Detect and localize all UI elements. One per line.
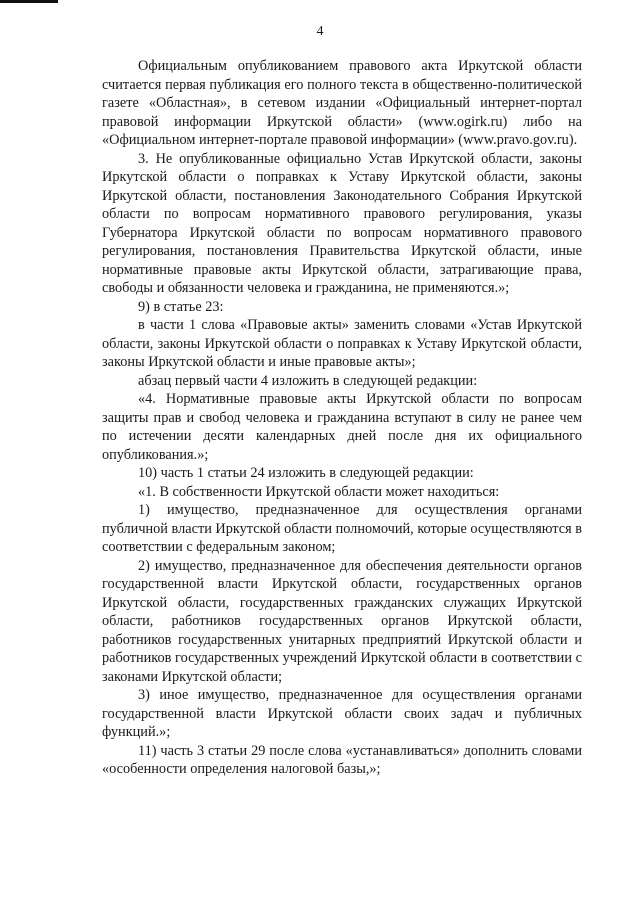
paragraph-item-9: 9) в статье 23: bbox=[138, 298, 224, 315]
paragraph-official-publication: Официальным опубликованием правового акта Иркутской области считается первая публикация его полного текста в общественно-политической газете «Областная», в сетевом издании «Официальный интернет-портал правовой информации Иркутской области» (www.ogirk.ru) либо на «Официальном интернет-портале правовой информации» (www.pravo.gov.ru). bbox=[102, 58, 582, 148]
paragraph-part-4-intro: абзац первый части 4 изложить в следующей редакции: bbox=[138, 372, 478, 389]
paragraph-property-intro: «1. В собственности Иркутской области может находиться: bbox=[138, 483, 500, 500]
paragraph-part-4-text: «4. Нормативные правовые акты Иркутской области по вопросам защиты прав и свобод человека и гражданина вступают в силу не ранее чем по истечении десяти календарных дней после дня их официального опубликования.»; bbox=[102, 391, 582, 463]
document-body bbox=[102, 57, 582, 779]
paragraph-item-10: 10) часть 1 статьи 24 изложить в следующей редакции: bbox=[138, 465, 474, 481]
paragraph-property-1: 1) имущество, предназначенное для осуществления органами публичной власти Иркутской области полномочий, которые осуществляются в соответствии с федеральным законом; bbox=[102, 502, 582, 555]
paragraph-item-3: 3. Не опубликованные официально Устав Иркутской области, законы Иркутской области о поправках к Уставу Иркутской области, законы Иркутской области, постановления Законодательного Собрания Иркутской области по вопросам нормативного правового регулирования, указы Губернатора Иркутской области по вопросам нормативного правового регулирования, постановления Правительства Иркутской области, иные нормативные правовые акты Иркутской области, затрагивающие права, свободы и обязанности человека и гражданина, не применяются.»; bbox=[102, 150, 582, 296]
scan-edge-mark bbox=[0, 0, 58, 3]
paragraph-property-2: 2) имущество, предназначенное для обеспечения деятельности органов государственной власти Иркутской области, государственных органов Иркутской области, государственных гражданских служащих Иркутской области, работников государственных органов Иркутской области, работников государственных унитарных предприятий Иркутской области и работников государственных учреждений Иркутской области в соответствии с законами Иркутской области; bbox=[102, 557, 582, 685]
paragraph-part-1-change: в части 1 слова «Правовые акты» заменить словами «Устав Иркутской области, законы Иркутской области о поправках к Уставу Иркутской области, законы Иркутской области и иные правовые акты»; bbox=[102, 317, 582, 370]
paragraph-property-3: 3) иное имущество, предназначенное для осуществления органами государственной власти Иркутской области своих задач и публичных функций.»; bbox=[102, 687, 582, 740]
page-number: 4 bbox=[316, 24, 324, 39]
paragraph-item-11: 11) часть 3 статьи 29 после слова «устанавливаться» дополнить словами «особенности определения налоговой базы,»; bbox=[102, 742, 582, 777]
